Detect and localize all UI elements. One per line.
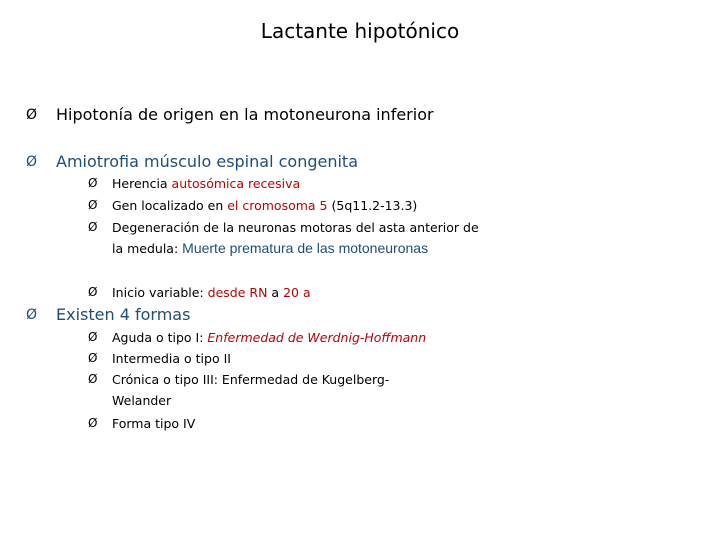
sub-bullet-tipo-i xyxy=(88,327,512,348)
arrow-bullet-icon: Ø xyxy=(88,285,98,299)
sub-bullet-inicio xyxy=(88,282,482,303)
sub-bullet-text: Crónica o tipo III: Enfermedad de Kugelberg-Welander xyxy=(112,372,390,408)
sub-bullet-text: Intermedia o tipo II xyxy=(112,351,231,366)
sub-bullet-tipo-iii xyxy=(88,369,442,411)
sub-bullet-text: Herencia autosómica recesiva xyxy=(112,176,301,191)
arrow-bullet-icon: Ø xyxy=(88,416,98,430)
arrow-bullet-icon: Ø xyxy=(88,351,98,365)
sub-bullet-text: Aguda o tipo I: Enfermedad de Werdnig-Hoffmann xyxy=(112,330,427,345)
sub-bullet-gen xyxy=(88,195,482,216)
bullet-amiotrofia xyxy=(26,151,446,173)
arrow-bullet-icon: Ø xyxy=(88,198,98,212)
bullet-formas xyxy=(26,304,446,326)
bullet-hipotonia xyxy=(26,104,446,126)
sub-bullet-tipo-iv xyxy=(88,413,482,434)
arrow-bullet-icon: Ø xyxy=(88,372,98,386)
sub-bullet-text: Degeneración de la neuronas motoras del asta anterior de la medula: Muerte prematura de las motoneuronas xyxy=(112,220,479,256)
sub-bullet-text: Inicio variable: desde RN a 20 a xyxy=(112,285,311,300)
bullet-text: Existen 4 formas xyxy=(56,305,191,324)
sub-bullet-tipo-ii xyxy=(88,348,482,369)
arrow-bullet-icon: Ø xyxy=(88,220,98,234)
arrow-bullet-icon: Ø xyxy=(88,176,98,190)
bullet-text: Amiotrofia músculo espinal congenita xyxy=(56,152,358,171)
sub-bullet-text: Forma tipo IV xyxy=(112,416,196,431)
bullet-text: Hipotonía de origen en la motoneurona inferior xyxy=(56,105,434,124)
slide-title: Lactante hipotónico xyxy=(260,19,460,43)
arrow-bullet-icon: Ø xyxy=(26,107,38,123)
sub-bullet-degeneracion xyxy=(88,217,482,259)
arrow-bullet-icon: Ø xyxy=(26,307,38,323)
arrow-bullet-icon: Ø xyxy=(26,154,38,170)
sub-bullet-text: Gen localizado en el cromosoma 5 (5q11.2-13.3) xyxy=(112,198,418,213)
arrow-bullet-icon: Ø xyxy=(88,330,98,344)
sub-bullet-herencia xyxy=(88,173,482,194)
